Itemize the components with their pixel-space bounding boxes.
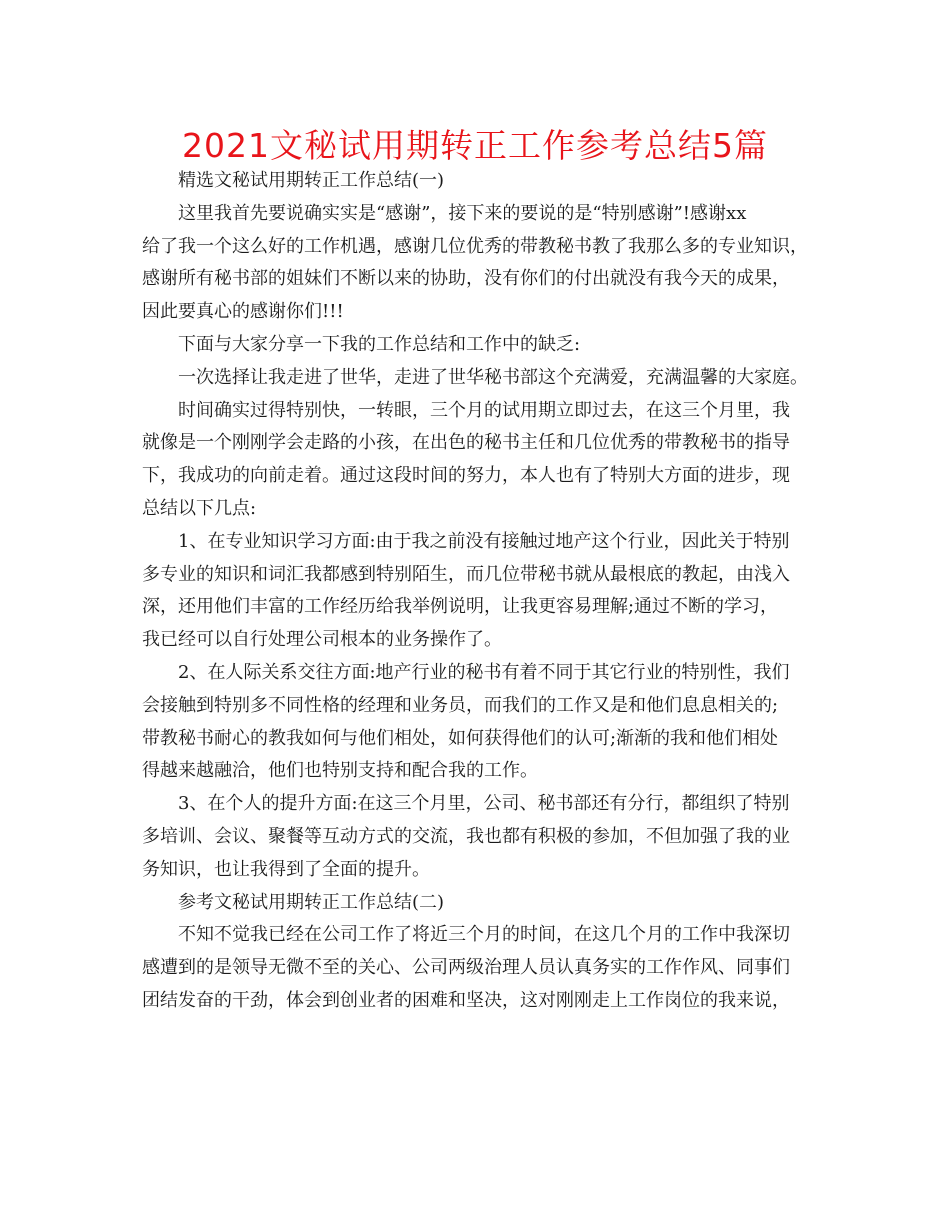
text-line: 得越来越融洽，他们也特别支持和配合我的工作。	[142, 760, 538, 782]
text-line: 不知不觉我已经在公司工作了将近三个月的时间，在这几个月的工作中我深切	[178, 924, 790, 946]
text-line: 感谢所有秘书部的姐妹们不断以来的协助，没有你们的付出就没有我今天的成果，	[142, 268, 790, 290]
text-line: 务知识，也让我得到了全面的提升。	[142, 858, 430, 880]
text-line: 总结以下几点:	[142, 497, 257, 519]
document-body	[142, 165, 822, 1018]
text-line: 3、在个人的提升方面:在这三个月里，公司、秘书部还有分行，都组织了特别	[178, 793, 790, 815]
text-line: 1、在专业知识学习方面:由于我之前没有接触过地产这个行业，因此关于特别	[178, 530, 790, 552]
text-line: 深，还用他们丰富的工作经历给我举例说明，让我更容易理解;通过不断的学习，	[142, 596, 779, 618]
text-line: 精选文秘试用期转正工作总结(一)	[178, 170, 445, 191]
text-line: 多培训、会议、聚餐等互动方式的交流，我也都有积极的参加，不但加强了我的业	[142, 825, 790, 847]
text-line: 带教秘书耐心的教我如何与他们相处，如何获得他们的认可;渐渐的我和他们相处	[142, 727, 779, 749]
text-line: 感遭到的是领导无微不至的关心、公司两级治理人员认真务实的工作作风、同事们	[142, 957, 790, 979]
text-line: 我已经可以自行处理公司根本的业务操作了。	[142, 629, 502, 651]
text-line: 下，我成功的向前走着。通过这段时间的努力，本人也有了特别大方面的进步，现	[142, 465, 790, 487]
text-line: 就像是一个刚刚学会走路的小孩，在出色的秘书主任和几位优秀的带教秘书的指导	[142, 432, 790, 454]
text-line: 一次选择让我走进了世华，走进了世华秘书部这个充满爱，充满温馨的大家庭。	[178, 366, 808, 388]
text-line: 参考文秘试用期转正工作总结(二)	[178, 891, 445, 913]
text-line: 会接触到特别多不同性格的经理和业务员，而我们的工作又是和他们息息相关的;	[142, 694, 779, 716]
text-line: 给了我一个这么好的工作机遇，感谢几位优秀的带教秘书教了我那么多的专业知识，	[142, 235, 808, 257]
document-title: 2021文秘试用期转正工作参考总结5篇	[182, 126, 768, 165]
text-line: 多专业的知识和词汇我都感到特别陌生，而几位带秘书就从最根底的教起，由浅入	[142, 563, 790, 585]
text-line: 2、在人际关系交往方面:地产行业的秘书有着不同于其它行业的特别性，我们	[178, 661, 790, 683]
text-line: 团结发奋的干劲，体会到创业者的困难和坚决，这对刚刚走上工作岗位的我来说，	[142, 989, 790, 1011]
text-line: 时间确实过得特别快，一转眼，三个月的试用期立即过去，在这三个月里，我	[178, 399, 790, 421]
text-line: 这里我首先要说确实实是“感谢”，接下来的要说的是“特别感谢”!感谢xx	[178, 202, 747, 224]
text-line: 因此要真心的感谢你们!!!	[142, 301, 344, 323]
text-line: 下面与大家分享一下我的工作总结和工作中的缺乏:	[178, 333, 581, 355]
